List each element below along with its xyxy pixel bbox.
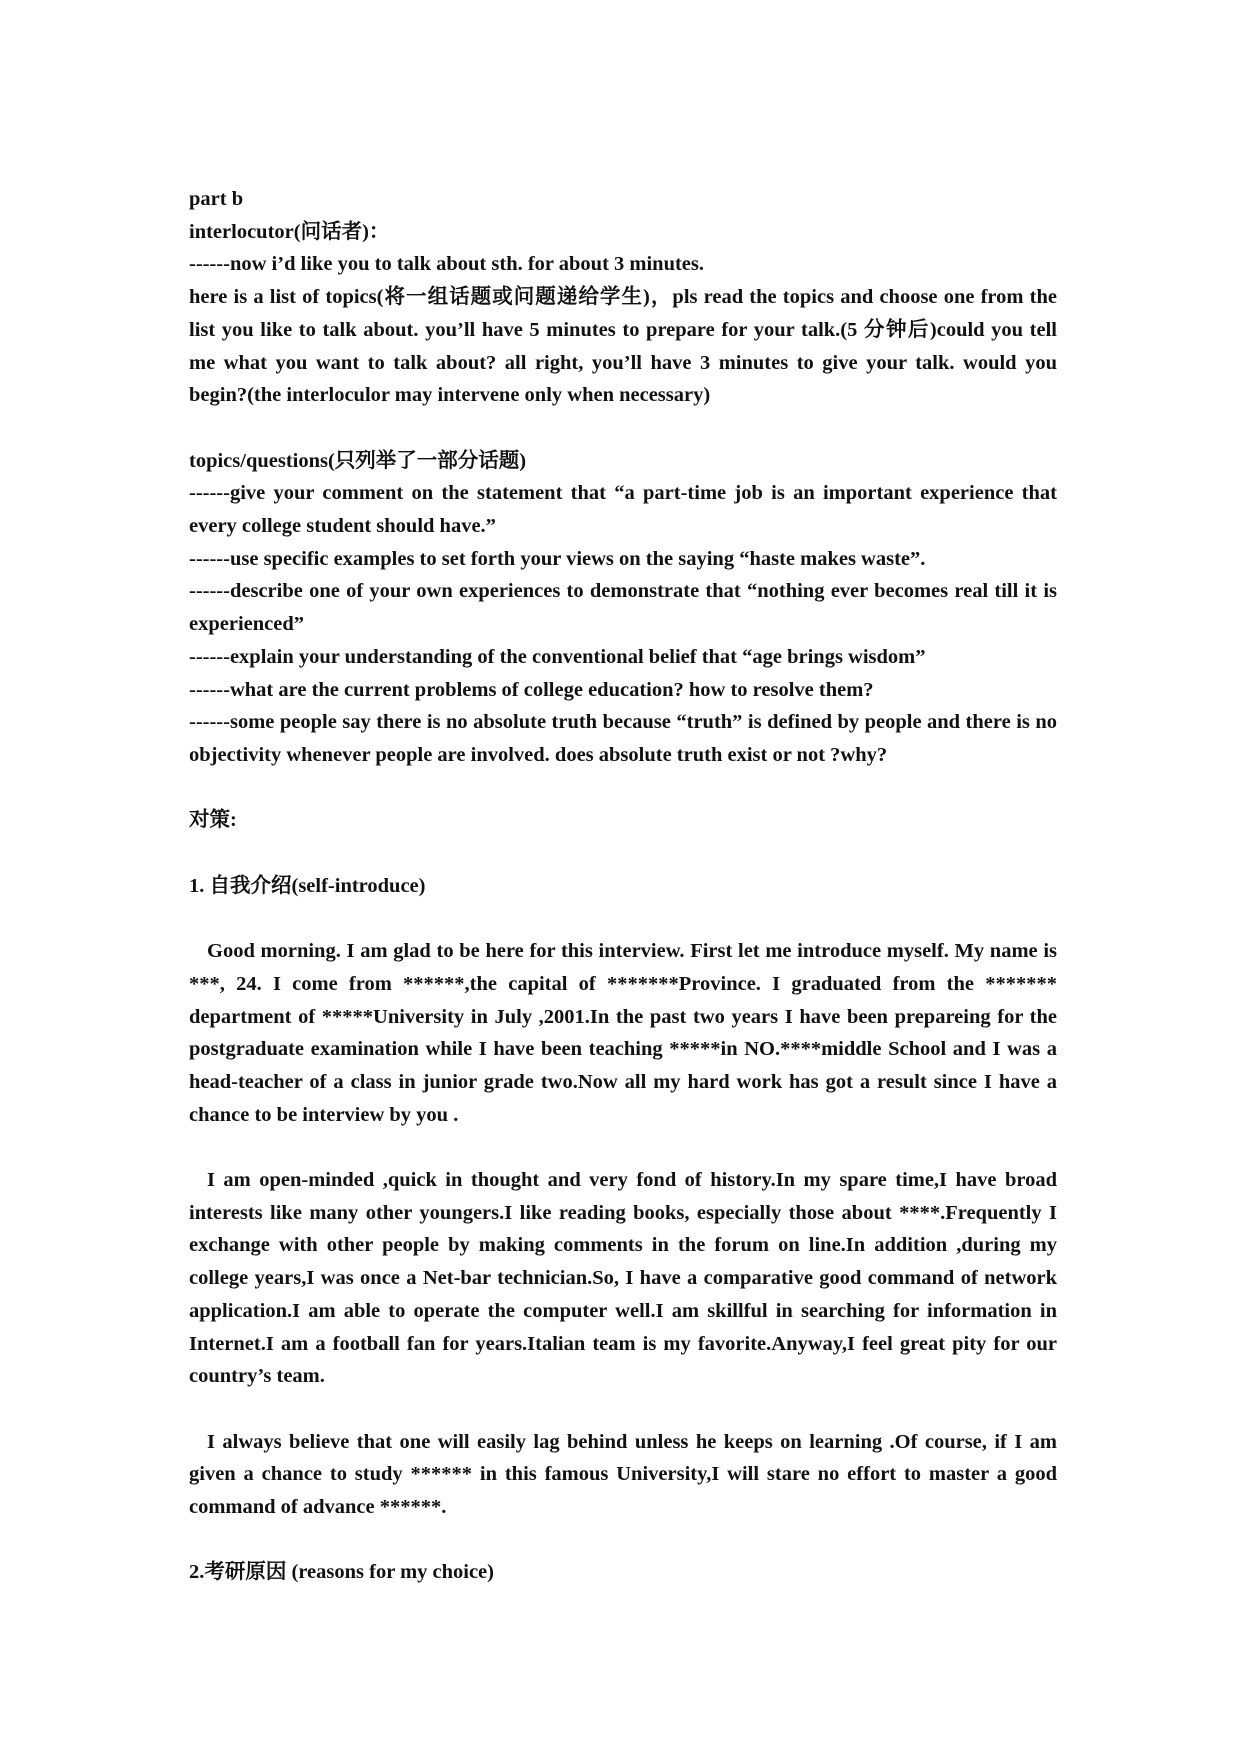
- spacer: [189, 902, 1057, 935]
- topic-item: ------give your comment on the statement that “a part-time job is an important experience that every college student should have.”: [189, 482, 1057, 538]
- self-intro-paragraph: Good morning. I am glad to be here for this interview. First let me introduce myself. My name is ***, 24. I come from ******,the capital of *******Province. I graduated from the ******* department of *****University in July ,2001.In the past two years I have been prepareing for the postgraduate examination while I have been teaching *****in NO.****middle School and I was a head-teacher of a class in junior grade two.Now all my hard work has got a result since I have a chance to be interview by you .: [189, 940, 1057, 1126]
- spacer: [189, 1524, 1057, 1557]
- spacer: [189, 1131, 1057, 1164]
- topic-item: ------explain your understanding of the conventional belief that “age brings wisdom”: [189, 645, 926, 668]
- topics-heading: topics/questions(只列举了一部分话题): [189, 449, 527, 472]
- self-intro-paragraph: I always believe that one will easily lag behind unless he keeps on learning .Of course, if I am given a chance to study ****** in this famous University,I will stare no effort to master a good command of advance ******.: [189, 1430, 1057, 1519]
- instruction-line: ------now i’d like you to talk about sth. for about 3 minutes.: [189, 253, 705, 276]
- topic-item: ------use specific examples to set forth your views on the saying “haste makes waste”.: [189, 547, 926, 570]
- part-heading: part b: [189, 188, 244, 210]
- self-intro-paragraph: I am open-minded ,quick in thought and very fond of history.In my spare time,I have broad interests like many other youngers.I like reading books, especially those about ****.Frequently I exchange with other people by making comments in the forum on line.In addition ,during my college years,I was once a Net-bar technician.So, I have a comparative good command of network application.I am able to operate the computer well.I am skillful in searching for information in Internet.I am a football fan for years.Italian team is my favorite.Anyway,I feel great pity for our country’s team.: [189, 1169, 1057, 1388]
- section1-heading: 1. 自我介绍(self-introduce): [189, 874, 426, 897]
- spacer: [189, 837, 1057, 870]
- topic-item: ------some people say there is no absolute truth because “truth” is defined by people and there is no objectivity whenever people are involved. does absolute truth exist or not ?why?: [189, 711, 1057, 766]
- section2-heading: 2.考研原因 (reasons for my choice): [189, 1561, 494, 1584]
- topic-item: ------describe one of your own experiences to demonstrate that “nothing ever becomes real till it is experienced”: [189, 580, 1057, 636]
- spacer: [189, 772, 1057, 805]
- interlocutor-label: interlocutor(问话者)：: [189, 220, 390, 243]
- instruction-paragraph: here is a list of topics(将一组话题或问题递给学生)，pls read the topics and choose one from the list you like to talk about. you’ll have 5 minutes to prepare for your talk.(5 分钟后)could you tell me what you want to talk about? all right, you’ll have 3 minutes to give your talk. would you begin?(the interloculor may intervene only when necessary): [189, 286, 1057, 407]
- topic-item: ------what are the current problems of college education? how to resolve them?: [189, 678, 874, 701]
- spacer: [189, 412, 1057, 445]
- strategy-heading: 对策:: [189, 809, 237, 832]
- spacer: [189, 1393, 1057, 1426]
- document-page: [189, 183, 1057, 1589]
